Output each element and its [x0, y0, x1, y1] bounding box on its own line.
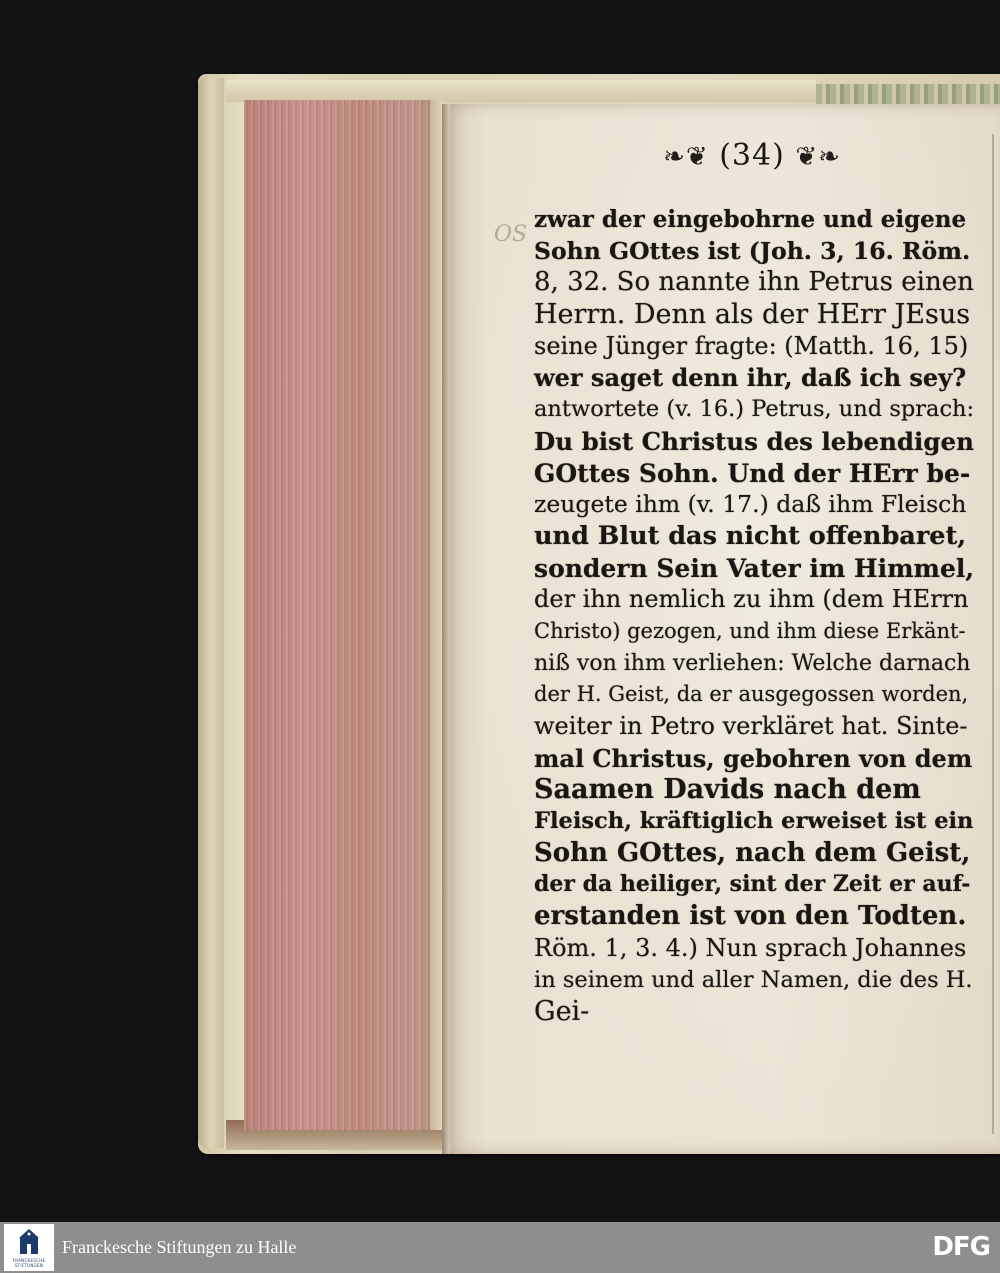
text-line: erstanden ist von den Todten.: [534, 901, 967, 932]
text-line: der ihn nemlich zu ihm (dem HErrn: [534, 585, 969, 614]
francke-emblem-icon: [17, 1228, 41, 1256]
text-line: Röm. 1, 3. 4.) Nun sprach Johannes: [534, 933, 967, 962]
text-line: der da heiliger, sint der Zeit er auf-: [534, 871, 971, 898]
header-ornament-left: ❧❦: [663, 142, 709, 172]
text-line: zeugete ihm (v. 17.) daß ihm Fleisch: [534, 490, 967, 519]
text-line: Gei-: [534, 996, 590, 1028]
institution-name: Franckesche Stiftungen zu Halle: [62, 1237, 297, 1257]
text-line: 8, 32. So nannte ihn Petrus einen: [534, 267, 974, 298]
text-line: Herrn. Denn als der HErr JEsus: [534, 299, 971, 331]
text-line: sondern Sein Vater im Himmel,: [534, 553, 975, 583]
margin-annotation: OS: [494, 222, 528, 247]
text-line: seine Jünger fragte: (Matth. 16, 15): [534, 331, 969, 360]
header-ornament-right: ❦❧: [795, 142, 841, 172]
text-line: Sohn GOttes ist (Joh. 3, 16. Röm.: [534, 236, 971, 265]
text-line: in seinem und aller Namen, die des H.: [534, 966, 973, 993]
page-block-edges: [244, 100, 444, 1130]
page-body-text: [534, 204, 974, 1028]
text-line: der H. Geist, da er ausgegossen worden,: [534, 682, 969, 707]
text-line: und Blut das nicht offenbaret,: [534, 520, 967, 551]
text-line: Fleisch, kräftiglich erweiset ist ein: [534, 808, 974, 835]
page-fore-edge: [992, 134, 994, 1134]
page-number: (34): [719, 138, 785, 173]
text-line: Du bist Christus des lebendigen: [534, 426, 974, 456]
footer-bar: [0, 1222, 1000, 1273]
text-line: antwortete (v. 16.) Petrus, und sprach:: [534, 396, 975, 423]
text-line: niß von ihm verliehen: Welche darnach: [534, 650, 971, 676]
page-header: [652, 138, 852, 173]
gutter-shadow: [442, 104, 450, 1154]
logo-text: FRANCKESCHE STIFTUNGEN: [12, 1258, 46, 1268]
text-line: mal Christus, gebohren von dem: [534, 743, 973, 773]
text-line: GOttes Sohn. Und der HErr be-: [534, 458, 971, 488]
dfg-logo[interactable]: DFG: [932, 1232, 990, 1262]
text-line: zwar der eingebohrne und eigene: [534, 206, 967, 233]
text-line: weiter in Petro verkläret hat. Sinte-: [534, 712, 968, 740]
text-line: Christo) gezogen, und ihm diese Erkänt-: [534, 618, 966, 643]
text-line: wer saget denn ihr, daß ich sey?: [534, 363, 967, 393]
cover-top-edge: [226, 80, 816, 102]
institution-logo[interactable]: [4, 1224, 54, 1271]
cover-spine-edge: [198, 78, 224, 1148]
text-line: Sohn GOttes, nach dem Geist,: [534, 837, 971, 868]
text-page: [442, 104, 1000, 1154]
text-line: Saamen Davids nach dem: [534, 774, 921, 806]
